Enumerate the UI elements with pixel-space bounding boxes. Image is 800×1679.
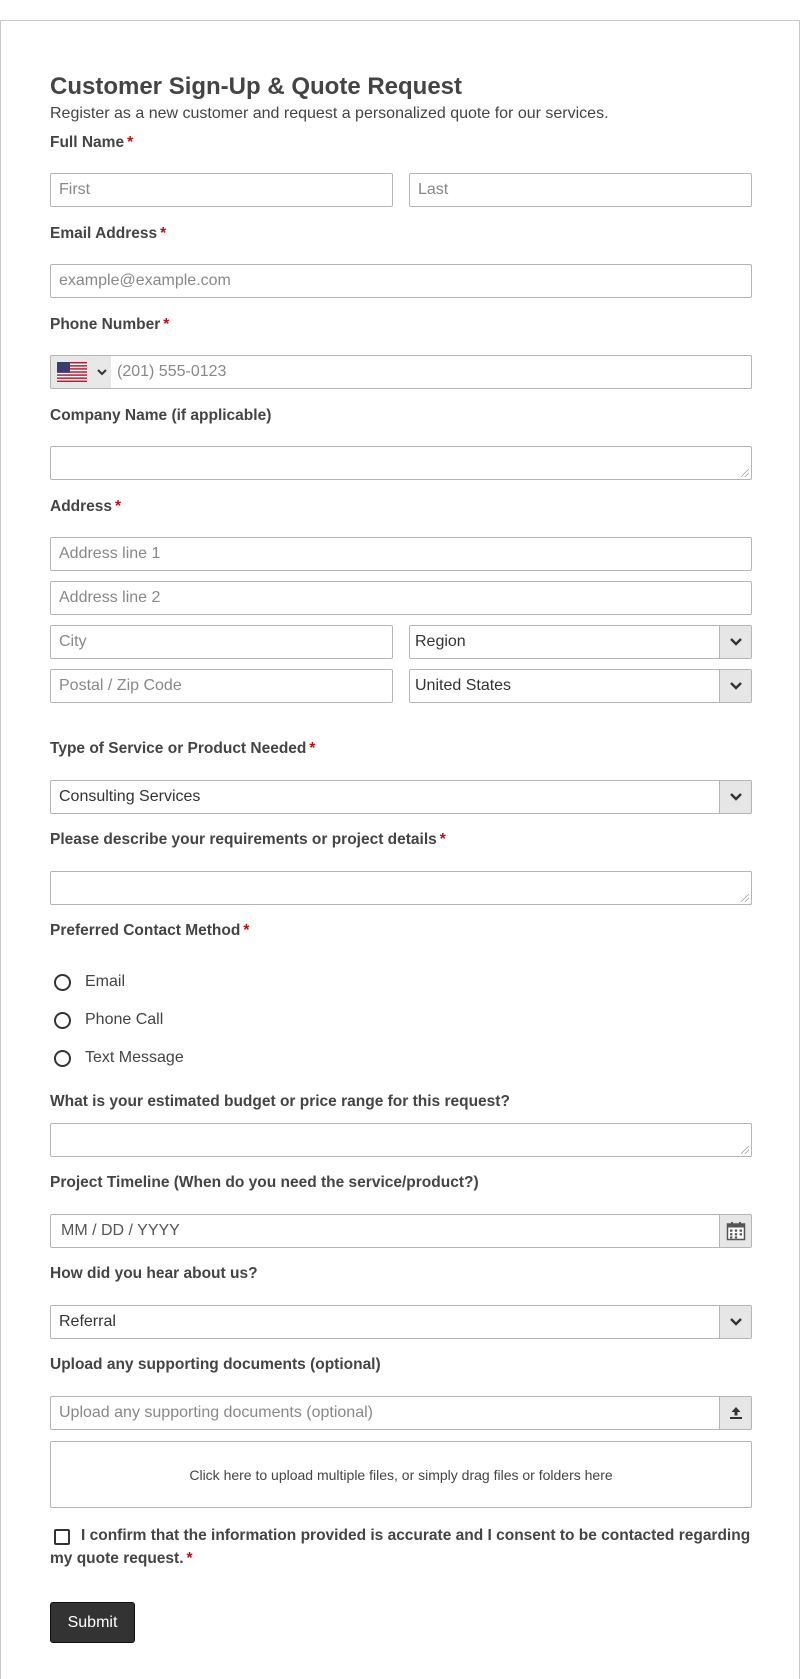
required-marker: * — [163, 316, 170, 333]
required-marker: * — [115, 498, 122, 515]
city-input[interactable]: City — [50, 625, 393, 659]
email-label-text: Email Address — [50, 225, 158, 242]
contact-option-text-message[interactable] — [50, 1046, 184, 1070]
requirements-label-text: Please describe your requirements or project details — [50, 831, 437, 848]
radio-button[interactable] — [54, 974, 71, 991]
chevron-down-icon — [728, 789, 744, 805]
required-marker: * — [160, 225, 167, 242]
upload-input[interactable] — [50, 1396, 752, 1430]
contact-method-label-text: Preferred Contact Method — [50, 922, 241, 939]
company-label: Company Name (if applicable) — [50, 407, 272, 424]
country-value: United States — [415, 677, 512, 694]
full-name-label-text: Full Name — [50, 134, 125, 151]
timeline-date-input[interactable] — [50, 1214, 752, 1248]
email-input[interactable]: example@example.com — [50, 264, 752, 298]
country-code-select[interactable] — [51, 356, 111, 388]
phone-label — [50, 316, 169, 334]
first-name-input[interactable]: First — [50, 173, 393, 207]
upload-icon — [728, 1405, 744, 1421]
chevron-down-icon — [728, 1314, 744, 1330]
contact-option-label: Email — [85, 973, 126, 990]
timeline-label: Project Timeline (When do you need the service/product?) — [50, 1174, 479, 1191]
phone-input[interactable] — [50, 355, 752, 389]
page-title: Customer Sign-Up & Quote Request — [50, 73, 463, 100]
chevron-down-icon — [95, 365, 109, 379]
required-marker: * — [127, 134, 134, 151]
consent-label: I confirm that the information provided is accurate and I consent to be contacted regarding my quote request. — [50, 1527, 751, 1567]
radio-button[interactable] — [54, 1012, 71, 1029]
budget-label: What is your estimated budget or price range for this request? — [50, 1093, 510, 1110]
phone-placeholder: (201) 555-0123 — [117, 363, 227, 380]
upload-label: Upload any supporting documents (optional) — [50, 1356, 381, 1373]
requirements-label — [50, 831, 446, 849]
resize-handle[interactable] — [741, 469, 749, 477]
file-dropzone[interactable]: Click here to upload multiple files, or simply drag files or folders here — [50, 1441, 752, 1508]
address-line1-input[interactable]: Address line 1 — [50, 537, 752, 571]
resize-handle[interactable] — [741, 894, 749, 902]
last-name-input[interactable]: Last — [409, 173, 752, 207]
region-select[interactable] — [409, 625, 752, 659]
service-label — [50, 740, 315, 758]
full-name-label — [50, 134, 133, 152]
submit-button[interactable]: Submit — [50, 1602, 135, 1643]
upload-button[interactable] — [719, 1397, 751, 1429]
country-dropdown-button[interactable] — [719, 670, 751, 702]
email-label — [50, 225, 166, 243]
chevron-down-icon — [728, 634, 744, 650]
date-placeholder: MM / DD / YYYY — [61, 1222, 180, 1239]
service-label-text: Type of Service or Product Needed — [50, 740, 307, 757]
resize-handle[interactable] — [741, 1146, 749, 1154]
radio-button[interactable] — [54, 1050, 71, 1067]
required-marker: * — [309, 740, 316, 757]
required-marker: * — [186, 1550, 193, 1567]
service-value: Consulting Services — [59, 788, 201, 805]
contact-option-phone-call[interactable] — [50, 1008, 163, 1032]
service-dropdown-button[interactable] — [719, 781, 751, 813]
form-card — [0, 20, 800, 1679]
referral-label: How did you hear about us? — [50, 1265, 258, 1282]
required-marker: * — [439, 831, 446, 848]
address-line2-input[interactable]: Address line 2 — [50, 581, 752, 615]
budget-textarea[interactable] — [50, 1123, 752, 1157]
referral-select[interactable] — [50, 1305, 752, 1339]
service-select[interactable] — [50, 780, 752, 814]
us-flag-icon — [57, 362, 87, 382]
contact-option-label: Phone Call — [85, 1011, 164, 1028]
chevron-down-icon — [728, 678, 744, 694]
phone-label-text: Phone Number — [50, 316, 161, 333]
referral-value: Referral — [59, 1313, 116, 1330]
required-marker: * — [243, 922, 250, 939]
contact-method-label — [50, 922, 249, 940]
region-value: Region — [415, 633, 466, 650]
contact-option-label: Text Message — [85, 1049, 184, 1066]
upload-placeholder: Upload any supporting documents (optional) — [59, 1404, 373, 1421]
address-label — [50, 498, 121, 516]
page-subtitle: Register as a new customer and request a personalized quote for our services. — [50, 105, 609, 122]
postal-code-input[interactable]: Postal / Zip Code — [50, 669, 393, 703]
consent-text — [50, 1524, 752, 1570]
company-textarea[interactable] — [50, 446, 752, 480]
requirements-textarea[interactable] — [50, 871, 752, 905]
contact-option-email[interactable] — [50, 970, 125, 994]
calendar-icon — [726, 1221, 746, 1241]
referral-dropdown-button[interactable] — [719, 1306, 751, 1338]
region-dropdown-button[interactable] — [719, 626, 751, 658]
country-select[interactable] — [409, 669, 752, 703]
date-picker-button[interactable] — [719, 1215, 751, 1247]
address-label-text: Address — [50, 498, 113, 515]
